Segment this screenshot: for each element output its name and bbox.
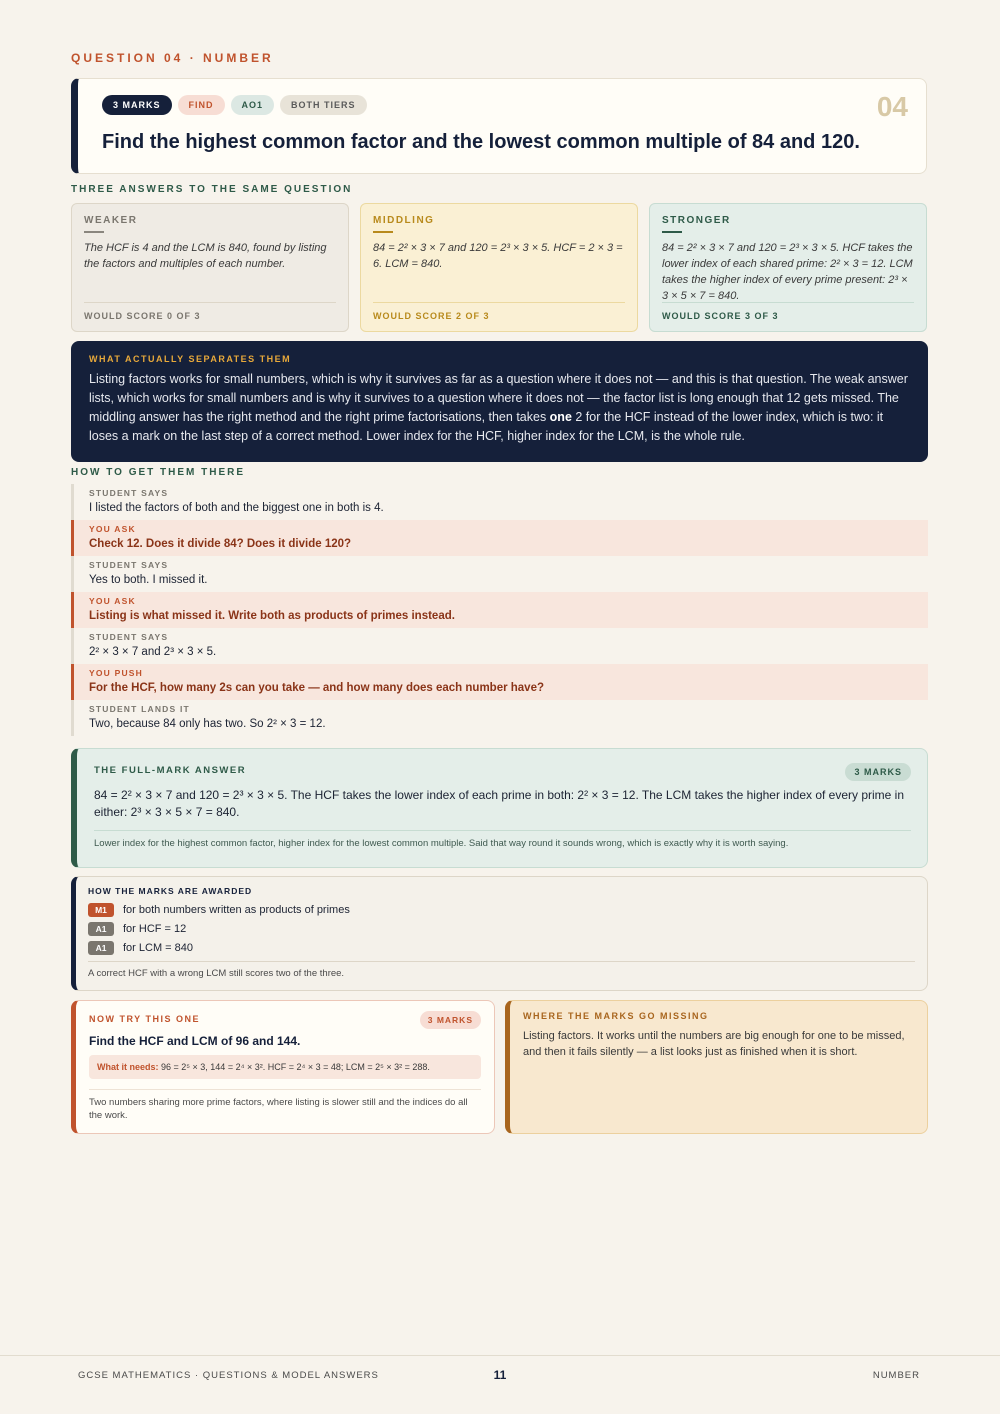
mark-scheme-title: HOW THE MARKS ARE AWARDED — [88, 886, 253, 896]
separates-emphasis: one — [549, 410, 572, 424]
weaker-rule — [84, 231, 104, 233]
mark-item — [88, 922, 186, 936]
turn-text: I listed the factors of both and the biggest one in both is 4. — [89, 502, 384, 514]
full-answer-text: 84 = 2² × 3 × 7 and 120 = 2³ × 3 × 5. The HCF takes the lower index of each prime in both: 2² × 3 = 12. The LCM takes the higher index of every prime in either: 2³ × 3 × 5 × 7 = 840. — [94, 788, 905, 819]
conversation-turn — [71, 592, 928, 628]
conversation-turn — [71, 520, 928, 556]
turn-role: STUDENT SAYS — [89, 560, 169, 570]
turn-role: STUDENT LANDS IT — [89, 704, 190, 714]
weaker-text: The HCF is 4 and the LCM is 840, found by listing the factors and multiples of each number. — [84, 242, 327, 270]
mark-code: A1 — [88, 941, 114, 955]
middling-text: 84 = 2² × 3 × 7 and 120 = 2³ × 3 × 5. HCF = 2 × 3 = 6. LCM = 840. — [373, 242, 623, 270]
turn-text: 2² × 3 × 7 and 2³ × 3 × 5. — [89, 646, 217, 658]
full-answer-title: THE FULL-MARK ANSWER — [94, 765, 247, 776]
turn-role: YOU ASK — [89, 596, 136, 606]
mark-item — [88, 941, 193, 955]
mark-code: A1 — [88, 922, 114, 936]
conversation-turn — [71, 556, 928, 592]
turn-text: For the HCF, how many 2s can you take — and how many does each number have? — [89, 682, 544, 694]
marks-pill: 3 MARKS — [102, 95, 172, 115]
weaker-score: WOULD SCORE 0 OF 3 — [84, 302, 336, 321]
full-answer-badge: 3 MARKS — [845, 763, 911, 781]
turn-role: YOU PUSH — [89, 668, 143, 678]
try-badge: 3 MARKS — [420, 1011, 481, 1029]
separates-text-part: 2 for the HCF instead of the lower index, which is two: it loses a mark on the last step of a correct method. Lower index for the HCF, higher index for the LCM, is the whole rule. — [89, 410, 884, 443]
page-number: 11 — [493, 1368, 507, 1382]
footer-section: NUMBER — [872, 1370, 920, 1381]
conversation-turn — [71, 484, 928, 520]
try-needs-text: 96 = 2⁵ × 3, 144 = 2⁴ × 3². HCF = 2⁴ × 3 = 48; LCM = 2⁵ × 3² = 288. — [161, 1062, 430, 1072]
page-footer — [0, 1355, 1000, 1414]
question-number: 04 — [876, 91, 908, 122]
answers-section-title: THREE ANSWERS TO THE SAME QUESTION — [71, 184, 353, 195]
middling-label: MIDDLING — [373, 215, 435, 226]
question-tags — [102, 95, 367, 115]
separates-panel — [71, 341, 928, 462]
marks-missing-card — [505, 1000, 928, 1134]
try-title: NOW TRY THIS ONE — [89, 1014, 201, 1024]
conversation-turn — [71, 700, 928, 736]
try-this-card — [71, 1000, 495, 1134]
turn-text: Listing is what missed it. Write both as products of primes instead. — [89, 610, 455, 622]
question-text: Find the highest common factor and the lowest common multiple of 84 and 120. — [102, 131, 860, 153]
conversation — [71, 484, 928, 736]
turn-role: STUDENT SAYS — [89, 488, 169, 498]
try-needs — [89, 1055, 481, 1079]
command-pill: FIND — [178, 95, 225, 115]
weaker-label: WEAKER — [84, 215, 138, 226]
conversation-turn — [71, 664, 928, 700]
conversation-turn — [71, 628, 928, 664]
mark-scheme — [71, 876, 928, 991]
turn-text: Yes to both. I missed it. — [89, 574, 208, 586]
footer-book-title: GCSE MATHEMATICS · QUESTIONS & MODEL ANSWERS — [78, 1370, 379, 1381]
mark-item — [88, 903, 350, 917]
full-answer-note: Lower index for the highest common factor, higher index for the lowest common multiple. Said that way round it sounds wrong, which is exactly why it is worth saying. — [94, 830, 911, 849]
weaker-answer-card — [71, 203, 349, 332]
mark-text: for HCF = 12 — [123, 923, 187, 935]
missing-text: Listing factors. It works until the numbers are big enough for one to be missed, and then it fails silently — a list looks just as finished when it is short. — [523, 1030, 905, 1058]
try-question: Find the HCF and LCM of 96 and 144. — [89, 1034, 301, 1048]
question-label: QUESTION 04 · NUMBER — [71, 51, 274, 65]
mark-scheme-note: A correct HCF with a wrong LCM still scores two of the three. — [88, 961, 915, 979]
separates-title: WHAT ACTUALLY SEPARATES THEM — [89, 354, 292, 364]
turn-role: STUDENT SAYS — [89, 632, 169, 642]
separates-text-part: Listing factors works for small numbers, which is why it survives as far as a question where it does not — and this is that question. The weak answer lists, which works for small numbers and is why it survives to a question where it does not — the factor list is long enough that 12 gets missed. The middling answer has the right method and the right prime factorisations, then takes — [89, 372, 908, 424]
stronger-score: WOULD SCORE 3 OF 3 — [662, 302, 914, 321]
turn-text: Two, because 84 only has two. So 2² × 3 = 12. — [89, 718, 326, 730]
full-mark-answer — [71, 748, 928, 868]
mark-text: for LCM = 840 — [123, 942, 194, 954]
try-needs-label: What it needs: — [97, 1062, 159, 1072]
stronger-rule — [662, 231, 682, 233]
middling-score: WOULD SCORE 2 OF 3 — [373, 302, 625, 321]
middling-rule — [373, 231, 393, 233]
mark-text: for both numbers written as products of primes — [123, 904, 350, 916]
try-note: Two numbers sharing more prime factors, where listing is slower still and the indices do all the work. — [89, 1089, 481, 1122]
turn-text: Check 12. Does it divide 84? Does it divide 120? — [89, 538, 352, 550]
missing-title: WHERE THE MARKS GO MISSING — [523, 1011, 709, 1021]
stronger-answer-card — [649, 203, 927, 332]
stronger-text: 84 = 2² × 3 × 7 and 120 = 2³ × 3 × 5. HCF takes the lower index of each shared prime: 2² × 3 = 12. LCM takes the higher index of every prime present: 2³ × 3 × 5 × 7 = 840. — [662, 242, 913, 302]
question-card — [71, 78, 927, 174]
conversation-title: HOW TO GET THEM THERE — [71, 467, 246, 478]
tier-pill: BOTH TIERS — [280, 95, 367, 115]
separates-text — [89, 370, 910, 446]
turn-role: YOU ASK — [89, 524, 136, 534]
stronger-label: STRONGER — [662, 215, 731, 226]
mark-code: M1 — [88, 903, 114, 917]
ao-pill: AO1 — [231, 95, 275, 115]
middling-answer-card — [360, 203, 638, 332]
